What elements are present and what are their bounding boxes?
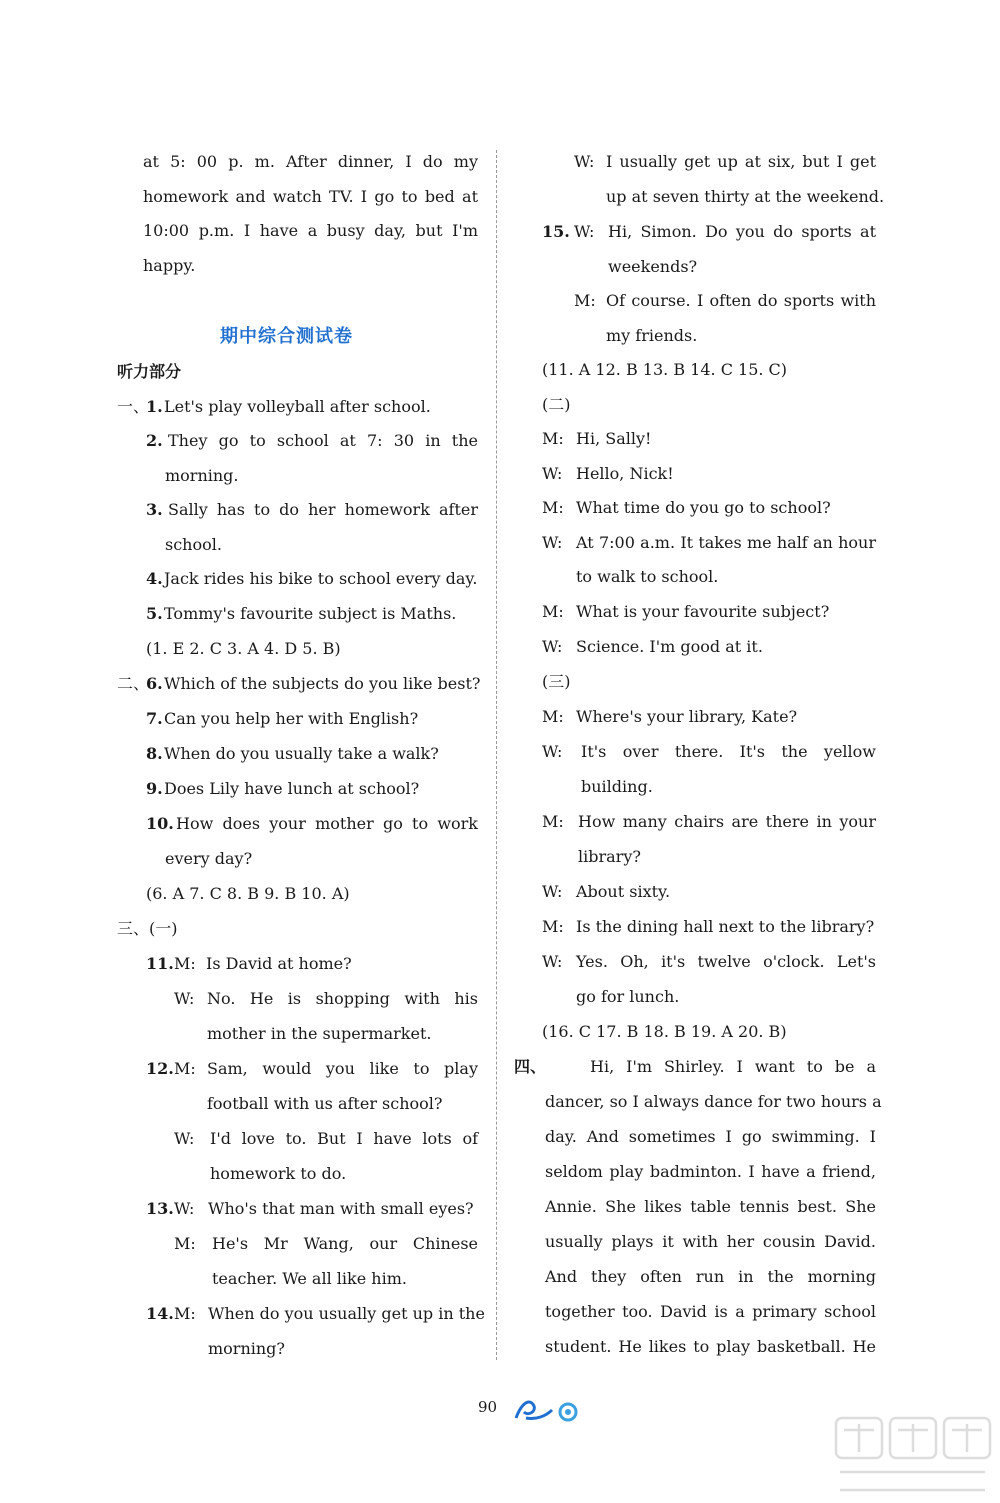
dialogue-text: football with us after school?	[207, 1094, 443, 1113]
dialogue-text: Who's that man with small eyes?	[208, 1199, 474, 1218]
dialogue-text: I usually get up at six, but I get	[606, 152, 876, 171]
item-number: 12.	[146, 1059, 174, 1078]
dialogue-text: At 7:00 a.m. It takes me half an hour	[576, 533, 876, 552]
dialogue-text: When do you usually get up in the	[208, 1304, 485, 1323]
passage-line: dancer, so I always dance for two hours a	[545, 1092, 882, 1111]
speaker: M:	[542, 707, 564, 726]
item-number: 15.	[542, 222, 570, 241]
dialogue-text: homework to do.	[210, 1164, 347, 1183]
item-number: 11.	[146, 954, 174, 973]
item-text: Tommy's favourite subject is Maths.	[164, 604, 457, 623]
sub-marker: (二)	[542, 395, 571, 414]
item-text: They go to school at 7: 30 in the	[168, 431, 478, 450]
dialogue-text: weekends?	[608, 257, 698, 276]
dialogue-text: Yes. Oh, it's twelve o'clock. Let's	[576, 952, 876, 971]
passage-line: seldom play badminton. I have a friend,	[545, 1162, 876, 1181]
passage-line: Annie. She likes table tennis best. She	[545, 1197, 876, 1216]
item-text: Jack rides his bike to school every day.	[164, 569, 478, 588]
speaker: W:	[574, 152, 595, 171]
column-divider	[496, 150, 497, 1360]
item-number: 10.	[146, 814, 174, 833]
dialogue-text: library?	[578, 847, 641, 866]
intro-line: homework and watch TV. I go to bed at	[143, 187, 478, 206]
answer-key: (16. C 17. B 18. B 19. A 20. B)	[542, 1022, 787, 1041]
item-text: morning.	[165, 466, 239, 485]
sub-marker: (三)	[542, 672, 571, 691]
speaker: M:	[574, 291, 596, 310]
speaker: W:	[542, 533, 563, 552]
passage-line: student. He likes to play basketball. He	[545, 1337, 876, 1356]
speaker: M:	[542, 602, 564, 621]
item-number: 8.	[146, 744, 163, 763]
item-number: 14.	[146, 1304, 174, 1323]
item-number: 1.	[146, 397, 163, 416]
speaker: W:	[174, 1199, 195, 1218]
item-text: Can you help her with English?	[164, 709, 419, 728]
speaker: M:	[542, 812, 564, 831]
dialogue-text: up at seven thirty at the weekend.	[606, 187, 885, 206]
dialogue-text: my friends.	[606, 326, 698, 345]
passage-line: together too. David is a primary school	[545, 1302, 876, 1321]
speaker: W:	[542, 882, 563, 901]
wave-logo-icon	[512, 1392, 582, 1424]
item-number: 3.	[146, 500, 163, 519]
speaker: M:	[174, 1304, 196, 1323]
item-number: 2.	[146, 431, 163, 450]
item-number: 5.	[146, 604, 163, 623]
speaker: M:	[542, 429, 564, 448]
item-text: school.	[165, 535, 222, 554]
dialogue-text: Hello, Nick!	[576, 464, 674, 483]
dialogue-text: Where's your library, Kate?	[576, 707, 798, 726]
dialogue-text: What time do you go to school?	[576, 498, 831, 517]
item-text: Let's play volleyball after school.	[164, 397, 431, 416]
speaker: M:	[542, 498, 564, 517]
speaker: W:	[542, 637, 563, 656]
page-number: 90	[478, 1398, 498, 1416]
speaker: M:	[542, 917, 564, 936]
part3-marker: 三、(一)	[117, 919, 178, 938]
dialogue-text: Hi, Simon. Do you do sports at	[608, 222, 876, 241]
dialogue-text: go for lunch.	[576, 987, 680, 1006]
dialogue-text: Of course. I often do sports with	[606, 291, 876, 310]
item-text: every day?	[165, 849, 253, 868]
speaker: W:	[542, 742, 563, 761]
part4-marker: 四、	[514, 1057, 547, 1076]
item-text: Which of the subjects do you like best?	[164, 674, 481, 693]
intro-line: 10:00 p.m. I have a busy day, but I'm	[143, 221, 478, 240]
dialogue-text: No. He is shopping with his	[207, 989, 478, 1008]
dialogue-text: About sixty.	[576, 882, 671, 901]
speaker: W:	[542, 952, 563, 971]
dialogue-text: mother in the supermarket.	[207, 1024, 432, 1043]
dialogue-text: It's over there. It's the yellow	[581, 742, 876, 761]
dialogue-text: building.	[581, 777, 653, 796]
dialogue-text: morning?	[208, 1339, 285, 1358]
dialogue-text: I'd love to. But I have lots of	[210, 1129, 478, 1148]
dialogue-text: He's Mr Wang, our Chinese	[212, 1234, 478, 1253]
item-text: How does your mother go to work	[176, 814, 478, 833]
speaker: W:	[542, 464, 563, 483]
dialogue-text: teacher. We all like him.	[212, 1269, 407, 1288]
speaker: M:	[174, 954, 196, 973]
item-number: 13.	[146, 1199, 174, 1218]
dialogue-text: Sam, would you like to play	[207, 1059, 478, 1078]
item-text: Does Lily have lunch at school?	[164, 779, 420, 798]
answer-key: (1. E 2. C 3. A 4. D 5. B)	[146, 639, 341, 658]
speaker: W:	[574, 222, 595, 241]
speaker: W:	[174, 1129, 195, 1148]
answer-key: (11. A 12. B 13. B 14. C 15. C)	[542, 360, 788, 379]
intro-line: happy.	[143, 256, 196, 275]
speaker: W:	[174, 989, 195, 1008]
answer-key: (6. A 7. C 8. B 9. B 10. A)	[146, 884, 350, 903]
dialogue-text: to walk to school.	[576, 567, 719, 586]
item-text: When do you usually take a walk?	[164, 744, 439, 763]
item-number: 7.	[146, 709, 163, 728]
dialogue-text: Science. I'm good at it.	[576, 637, 763, 656]
intro-line: at 5: 00 p. m. After dinner, I do my	[143, 152, 478, 171]
dialogue-text: How many chairs are there in your	[578, 812, 876, 831]
item-text: Sally has to do her homework after	[168, 500, 478, 519]
item-number: 6.	[146, 674, 163, 693]
speaker: M:	[174, 1059, 196, 1078]
dialogue-text: Is David at home?	[206, 954, 352, 973]
watermark-logo-icon	[830, 1410, 995, 1500]
dialogue-text: What is your favourite subject?	[576, 602, 830, 621]
part2-marker: 二、	[117, 674, 150, 693]
passage-line: usually plays it with her cousin David.	[545, 1232, 876, 1251]
dialogue-text: Hi, Sally!	[576, 429, 652, 448]
item-number: 9.	[146, 779, 163, 798]
dialogue-text: Is the dining hall next to the library?	[576, 917, 875, 936]
item-number: 4.	[146, 569, 163, 588]
listening-label: 听力部分	[117, 362, 182, 381]
speaker: M:	[174, 1234, 196, 1253]
section-title: 期中综合测试卷	[220, 326, 353, 347]
passage-line: day. And sometimes I go swimming. I	[545, 1127, 876, 1146]
passage-line: Hi, I'm Shirley. I want to be a	[590, 1057, 876, 1076]
passage-line: And they often run in the morning	[545, 1267, 876, 1286]
part1-marker: 一、	[117, 397, 150, 416]
